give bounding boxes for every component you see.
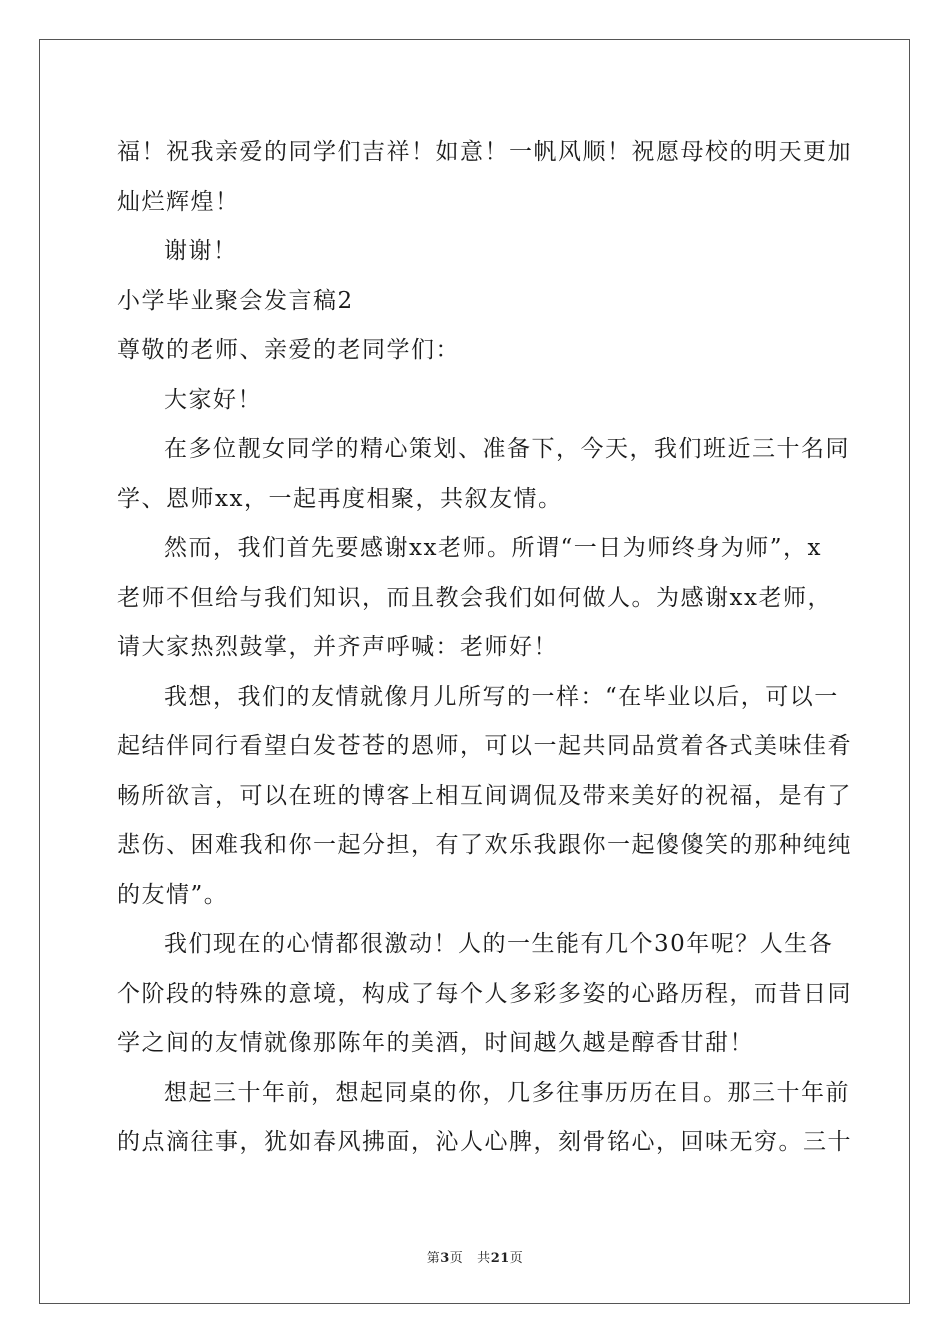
page-number: 3 [440,1251,450,1266]
text-line: 悲伤、困难我和你一起分担，有了欢乐我跟你一起傻傻笑的那种纯纯 [117,832,852,858]
text-line: 的友情”。 [117,881,229,908]
text-line: 学之间的友情就像那陈年的美酒，时间越久越是醇香甘甜！ [117,1030,754,1056]
total-prefix: 共 [477,1251,491,1266]
text-line: 我们现在的心情都很激动！人的一生能有几个30年呢？人生各 [164,931,834,957]
text-line: 起结伴同行看望白发苍苍的恩师，可以一起共同品赏着各式美味佳肴 [117,733,852,759]
text-line: 请大家热烈鼓掌，并齐声呼喊：老师好！ [117,634,558,660]
total-suffix: 页 [509,1251,524,1266]
document-body [117,128,852,1168]
text-line: 学、恩师xx，一起再度相聚，共叙友情。 [117,485,563,512]
section-title: 小学毕业聚会发言稿2 [117,287,354,314]
text-line: 福！祝我亲爱的同学们吉祥！如意！一帆风顺！祝愿母校的明天更加 [117,139,852,165]
text-line: 的点滴往事，犹如春风拂面，沁人心脾，刻骨铭心，回味无穷。三十 [117,1129,852,1155]
text-line: 灿烂辉煌！ [117,188,240,215]
text-line: 谢谢！ [164,238,238,264]
text-line: 个阶段的特殊的意境，构成了每个人多彩多姿的心路历程，而昔日同 [117,980,852,1007]
text-line: 在多位靓女同学的精心策划、准备下，今天，我们班近三十名同 [164,436,850,462]
text-line: 畅所欲言，可以在班的博客上相互间调侃及带来美好的祝福，是有了 [117,782,852,809]
text-line: 老师不但给与我们知识，而且教会我们如何做人。为感谢xx老师， [117,584,832,611]
page-footer [0,1247,950,1266]
text-line: 我想，我们的友情就像月儿所写的一样：“在毕业以后，可以一 [164,683,839,710]
text-line: 然而，我们首先要感谢xx老师。所谓“一日为师终身为师”，x [164,535,822,561]
salutation: 尊敬的老师、亲爱的老同学们： [117,337,460,363]
total-pages: 21 [490,1251,510,1266]
page-suffix: 页 [449,1251,464,1266]
page-prefix: 第 [426,1251,441,1266]
text-line: 想起三十年前，想起同桌的你，几多往事历历在目。那三十年前 [164,1079,850,1106]
text-line: 大家好！ [164,386,262,413]
